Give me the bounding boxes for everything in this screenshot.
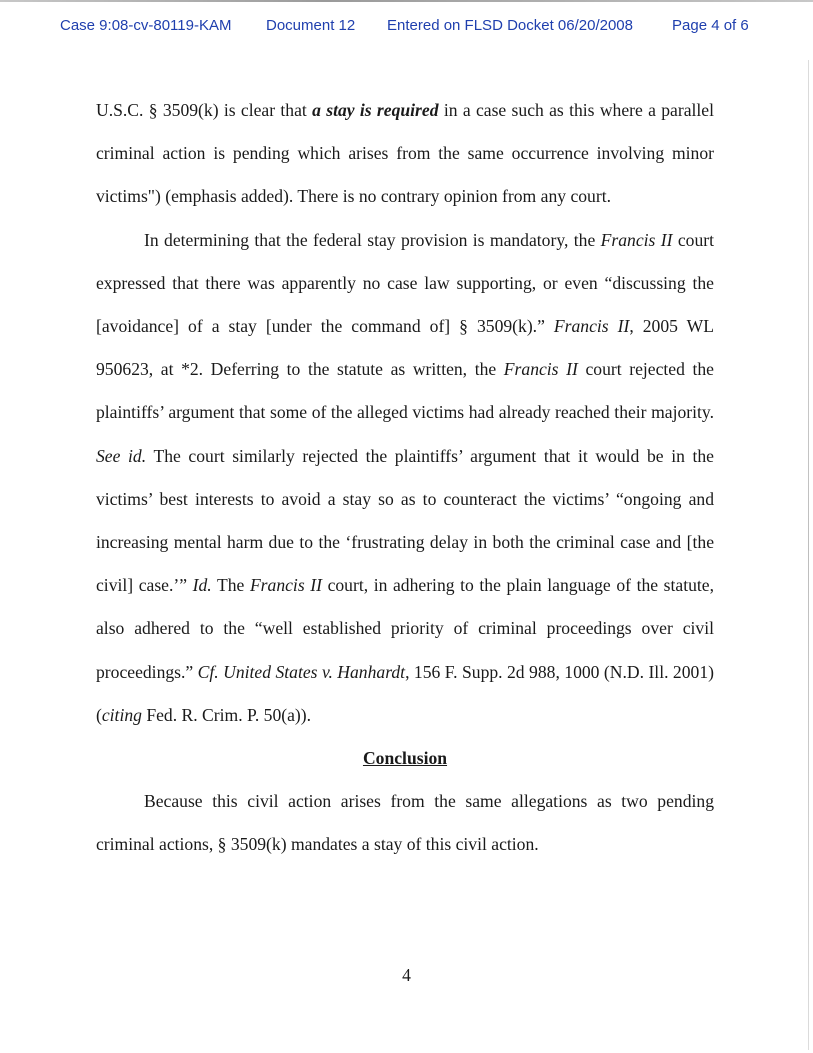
paragraph-continued [96, 89, 714, 219]
page-edge-line [808, 60, 809, 1050]
header-document-number: Document 12 [266, 17, 356, 34]
para1-emphasis: a stay is required [312, 100, 439, 120]
header-entered-date: Entered on FLSD Docket 06/20/2008 [387, 17, 633, 34]
para1-text-2: in a case such as this where a parallel criminal action is pending which arises from the same occurrence involving minor victims") (emphasis added). There is no contrary opinion from any court. [96, 100, 714, 207]
para2-text-6: The [211, 575, 250, 596]
para2-text-2: court expressed that there was apparently no case law supporting, or even “discussing the [avoidance] of a stay [under the command of] § 3509(k).” [96, 229, 714, 337]
header-case-number: Case 9:08-cv-80119-KAM [60, 17, 232, 34]
para2-cf-citation: Cf. United States v. Hanhardt [197, 661, 406, 682]
top-rule [0, 0, 813, 2]
para2-case-4: Francis II [249, 575, 322, 596]
para2-text-7: court, in adhering to the plain language of the statute, also adhered to the “well established priority of criminal proceedings over civil proceedings.” [96, 575, 714, 682]
header-page-count: Page 4 of 6 [672, 17, 749, 34]
page-number: 4 [402, 965, 411, 985]
para2-case-2: Francis II [553, 316, 630, 337]
conclusion-heading: Conclusion [362, 748, 448, 769]
para2-text-4: court rejected the plaintiffs’ argument that some of the alleged victims had already reached their majority. [96, 359, 714, 423]
para2-text-9: Fed. R. Crim. P. 50(a)). [141, 704, 312, 725]
para2-id: Id. [192, 575, 212, 596]
para2-see-id: See id. [96, 445, 147, 466]
document-body [96, 89, 714, 867]
para2-case-3: Francis II [503, 359, 578, 380]
para2-text-5: The court similarly rejected the plaintiffs’ argument that it would be in the victims’ best interests to avoid a stay so as to counteract the victims’ “ongoing and increasing mental harm due to the ‘frustrating delay in both the criminal case and [the civil] case.’” [96, 445, 714, 596]
para2-text-1: In determining that the federal stay provision is mandatory, the [144, 229, 601, 250]
para2-citing: citing [101, 704, 142, 725]
para2-text-3: , 2005 WL 950623, at *2. Deferring to the statute as written, the [96, 316, 714, 380]
paragraph-francis [96, 219, 714, 737]
para2-text-8: , 156 F. Supp. 2d 988, 1000 (N.D. Ill. 2001) ( [96, 661, 714, 725]
para1-text-1: U.S.C. § 3509(k) is clear that [96, 100, 313, 120]
conclusion-paragraph: Because this civil action arises from the same allegations as two pending criminal actions, § 3509(k) mandates a stay of this civil action. [96, 791, 714, 855]
para2-case-1: Francis II [600, 229, 673, 250]
